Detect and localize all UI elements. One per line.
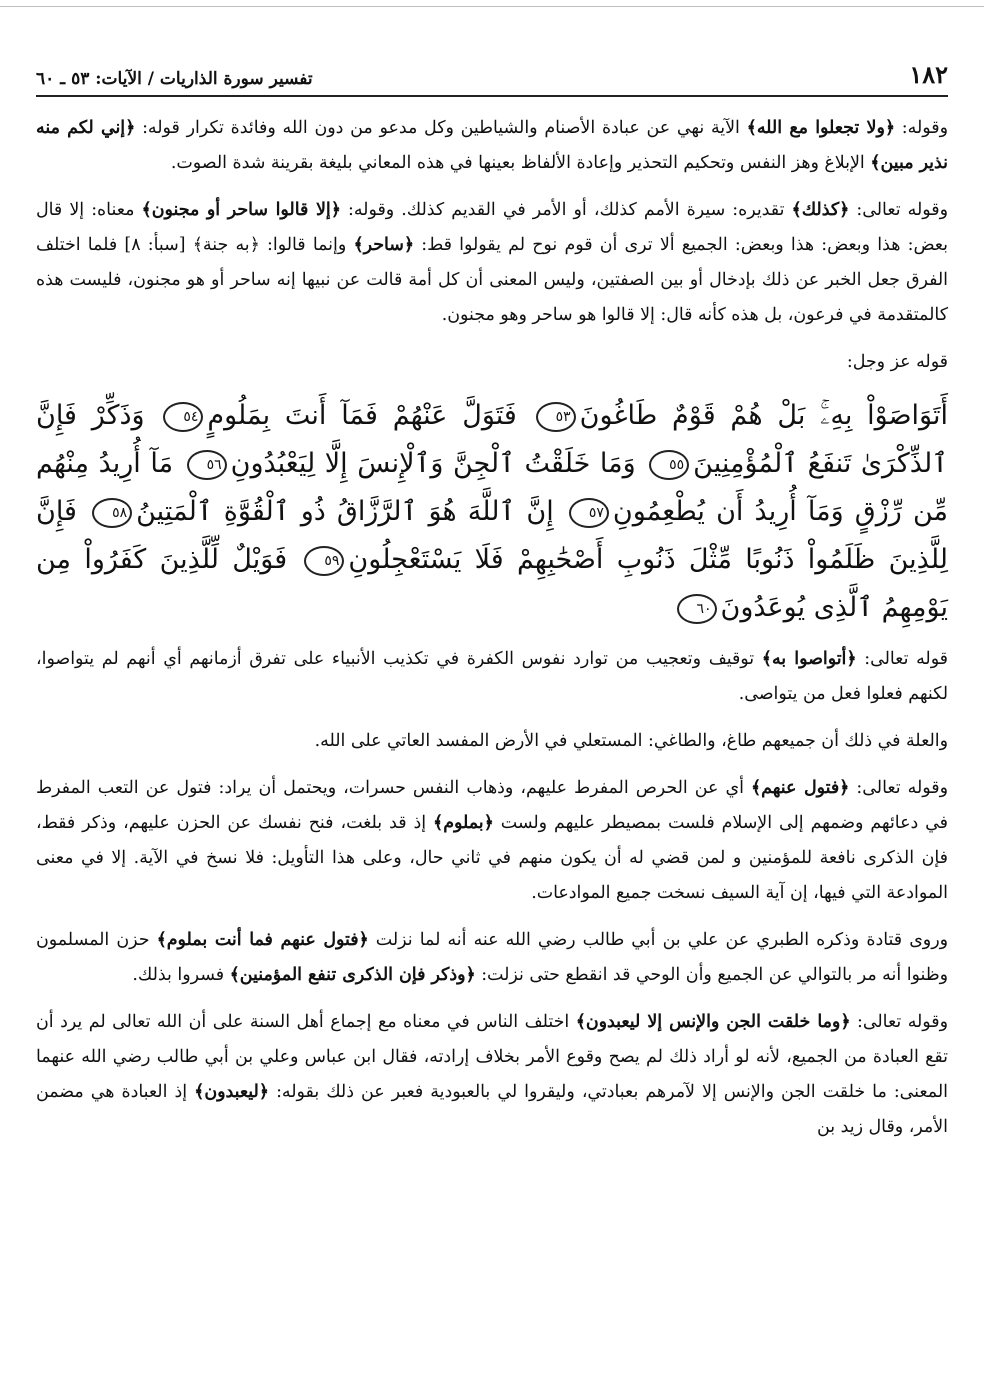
verse-text: فَتَوَلَّ عَنْهُمْ فَمَآ أَنتَ بِمَلُومٍ	[207, 400, 517, 431]
quoted-verse-text: ﴿بملوم﴾	[433, 813, 494, 833]
paragraph	[36, 923, 948, 993]
quoted-verse-text: ﴿كذلك﴾	[791, 200, 850, 220]
paragraph-text: وقوله:	[895, 118, 948, 138]
paragraph-text: وقوله تعالى:	[850, 1012, 949, 1032]
verse-text: إِنَّ ٱللَّهَ هُوَ ٱلرَّزَّاقُ ذُو ٱلْقُوَّةِ ٱلْمَتِينُ	[136, 496, 554, 527]
ayah-number-marker: ٥٩	[304, 546, 344, 576]
page-header	[36, 60, 948, 97]
paragraph-text: إذ العبادة هي مضمن الأمر، وقال زيد بن	[36, 1082, 948, 1137]
ayah-number-marker: ٥٧	[569, 498, 609, 528]
quran-verses-block	[36, 392, 948, 632]
paragraph-text: والعلة في ذلك أن جميعهم طاغ، والطاغي: المستعلي في الأرض المفسد العاتي على الله.	[314, 731, 948, 751]
paragraph-text: وروى قتادة وذكره الطبري عن علي بن أبي طالب رضي الله عنه أنه لما نزلت	[368, 930, 948, 950]
page-number: ١٨٢	[909, 60, 948, 89]
commentary-after	[36, 642, 948, 1145]
verse-text: أَتَوَاصَوْاْ بِهِۦۚ بَلْ هُمْ قَوْمٌ طَاغُونَ	[579, 400, 949, 431]
quoted-verse-text: ﴿إني لكم منه نذير مبين﴾	[36, 118, 948, 173]
quoted-verse-text: ﴿ليعبدون﴾	[194, 1082, 269, 1102]
quoted-verse-text: ﴿ولا تجعلوا مع الله﴾	[746, 118, 896, 138]
quoted-verse-text: ﴿وما خلقت الجن والإنس إلا ليعبدون﴾	[575, 1012, 851, 1032]
quoted-verse-text: ﴿وذكر فإن الذكرى تنفع المؤمنين﴾	[229, 965, 476, 985]
paragraph-text: الآية نهي عن عبادة الأصنام والشياطين وكل مدعو من دون الله وفائدة تكرار قوله:	[135, 118, 747, 138]
verse-text: فَوَيْلٌ لِّلَّذِينَ كَفَرُواْ مِن يَوْمِهِمُ ٱلَّذِى يُوعَدُونَ	[36, 544, 948, 623]
paragraph-text: تقديره: سيرة الأمم كذلك، أو الأمر في القديم كذلك. وقوله:	[340, 200, 792, 220]
paragraph	[36, 771, 948, 911]
quoted-verse-text: ﴿إلا قالوا ساحر أو مجنون﴾	[141, 200, 341, 220]
page-content	[36, 111, 948, 1145]
verse-text: مَآ أُرِيدُ مِنْهُم مِّن رِّزْقٍ وَمَآ أُرِيدُ أَن يُطْعِمُونِ	[36, 448, 948, 527]
running-title: تفسير سورة الذاريات / الآيات: ٥٣ ـ ٦٠	[36, 69, 313, 89]
paragraph	[36, 1005, 948, 1145]
paragraph-text: فسروا بذلك.	[132, 965, 230, 985]
verse-text: وَذَكِّرْ فَإِنَّ ٱلذِّكْرَىٰ تَنفَعُ ٱلْمُؤْمِنِينَ	[36, 400, 948, 479]
book-page	[36, 60, 948, 1157]
paragraph-text: اختلف الناس في معناه مع إجماع أهل السنة على أن الله تعالى لم يرد أن تقع العبادة من الجميع، لأنه لو أراد ذلك لم يصح وقوع الأمر بخلاف إرادته، فقال ابن عباس وعلي بن أبي طالب رضي الله عنهما المعنى: ما خلقت الجن والإنس إلا لآمرهم بعبادتي، وليقروا لي بالعبودية فعبر عن ذلك بقوله:	[36, 1012, 948, 1102]
quoted-verse-text: ﴿فتول عنهم﴾	[750, 778, 850, 798]
ayah-number-marker: ٥٣	[536, 402, 576, 432]
paragraph	[36, 345, 948, 380]
paragraph-text: وقوله تعالى:	[849, 778, 948, 798]
paragraph-text: إذ قد بلغت، فنح نفسك عن الحزن عليهم، وذكر فقط، فإن الذكرى نافعة للمؤمنين و لمن قضي له أن يكون منهم في ثاني حال، وعلى هذا التأويل: فلا نسخ في الآية. إلا في معنى الموادعة التي فيها، إن آية السيف نسخت جميع الموادعات.	[36, 813, 948, 903]
paragraph-text: حزن المسلمون وظنوا أنه مر بالتوالي عن الجميع وأن الوحي قد انقطع حتى نزلت:	[36, 930, 948, 985]
paragraph	[36, 111, 948, 181]
paragraph-text: أي عن الحرص المفرط عليهم، وذهاب النفس حسرات، ويحتمل أن يراد: فتول عن التعب المفرط في دعائهم وضمهم إلى الإسلام فلست بمصيطر عليهم ولست	[36, 778, 948, 833]
paragraph-text: قوله تعالى:	[856, 649, 948, 669]
paragraph-text: توقيف وتعجيب من توارد نفوس الكفرة في تكذيب الأنبياء على تفرق أزمانهم أي أنهم لم يتواصوا، لكنهم فعلوا فعل من يتواصى.	[36, 649, 948, 704]
quoted-verse-text: ﴿ساحر﴾	[353, 235, 415, 255]
paragraph-text: وإنما قالوا: ﴿به جنة﴾ [سبأ: ٨] فلما اختلف الفرق جعل الخبر عن ذلك بإدخال أو بين الصفتين، وليس المعنى أن كل أمة قالت عن نبيها إنه ساحر أو هو مجنون، فليست هذه كالمتقدمة في فرعون، بل هذه كأنه قال: إلا قالوا هو ساحر وهو مجنون.	[36, 235, 948, 325]
paragraph-text: وقوله تعالى:	[849, 200, 948, 220]
quoted-verse-text: ﴿فتول عنهم فما أنت بملوم﴾	[156, 930, 369, 950]
paragraph-text: معناه: إلا قال بعض: هذا وبعض: هذا وبعض: الجميع ألا ترى أن قوم نوح لم يقولوا قط:	[36, 200, 948, 255]
scan-edge-line	[0, 6, 984, 7]
quoted-verse-text: ﴿أتواصوا به﴾	[761, 649, 857, 669]
verse-text: فَإِنَّ لِلَّذِينَ ظَلَمُواْ ذَنُوبًا مِّثْلَ ذَنُوبِ أَصْحَٰبِهِمْ فَلَا يَسْتَعْجِلُونِ	[36, 496, 948, 575]
ayah-number-marker: ٥٥	[649, 450, 689, 480]
ayah-number-marker: ٦٠	[677, 594, 717, 624]
commentary-before	[36, 111, 948, 380]
verse-text: وَمَا خَلَقْتُ ٱلْجِنَّ وَٱلْإِنسَ إِلَّا لِيَعْبُدُونِ	[230, 448, 636, 479]
paragraph-text: الإبلاغ وهز النفس وتحكيم التحذير وإعادة الألفاظ بعينها في هذه المعاني بليغة بقرينة شدة الصوت.	[170, 153, 871, 173]
paragraph	[36, 642, 948, 712]
ayah-number-marker: ٥٨	[92, 498, 132, 528]
ayah-number-marker: ٥٦	[187, 450, 227, 480]
ayah-number-marker: ٥٤	[163, 402, 203, 432]
paragraph-text: قوله عز وجل:	[846, 352, 948, 372]
paragraph	[36, 724, 948, 759]
paragraph	[36, 193, 948, 333]
